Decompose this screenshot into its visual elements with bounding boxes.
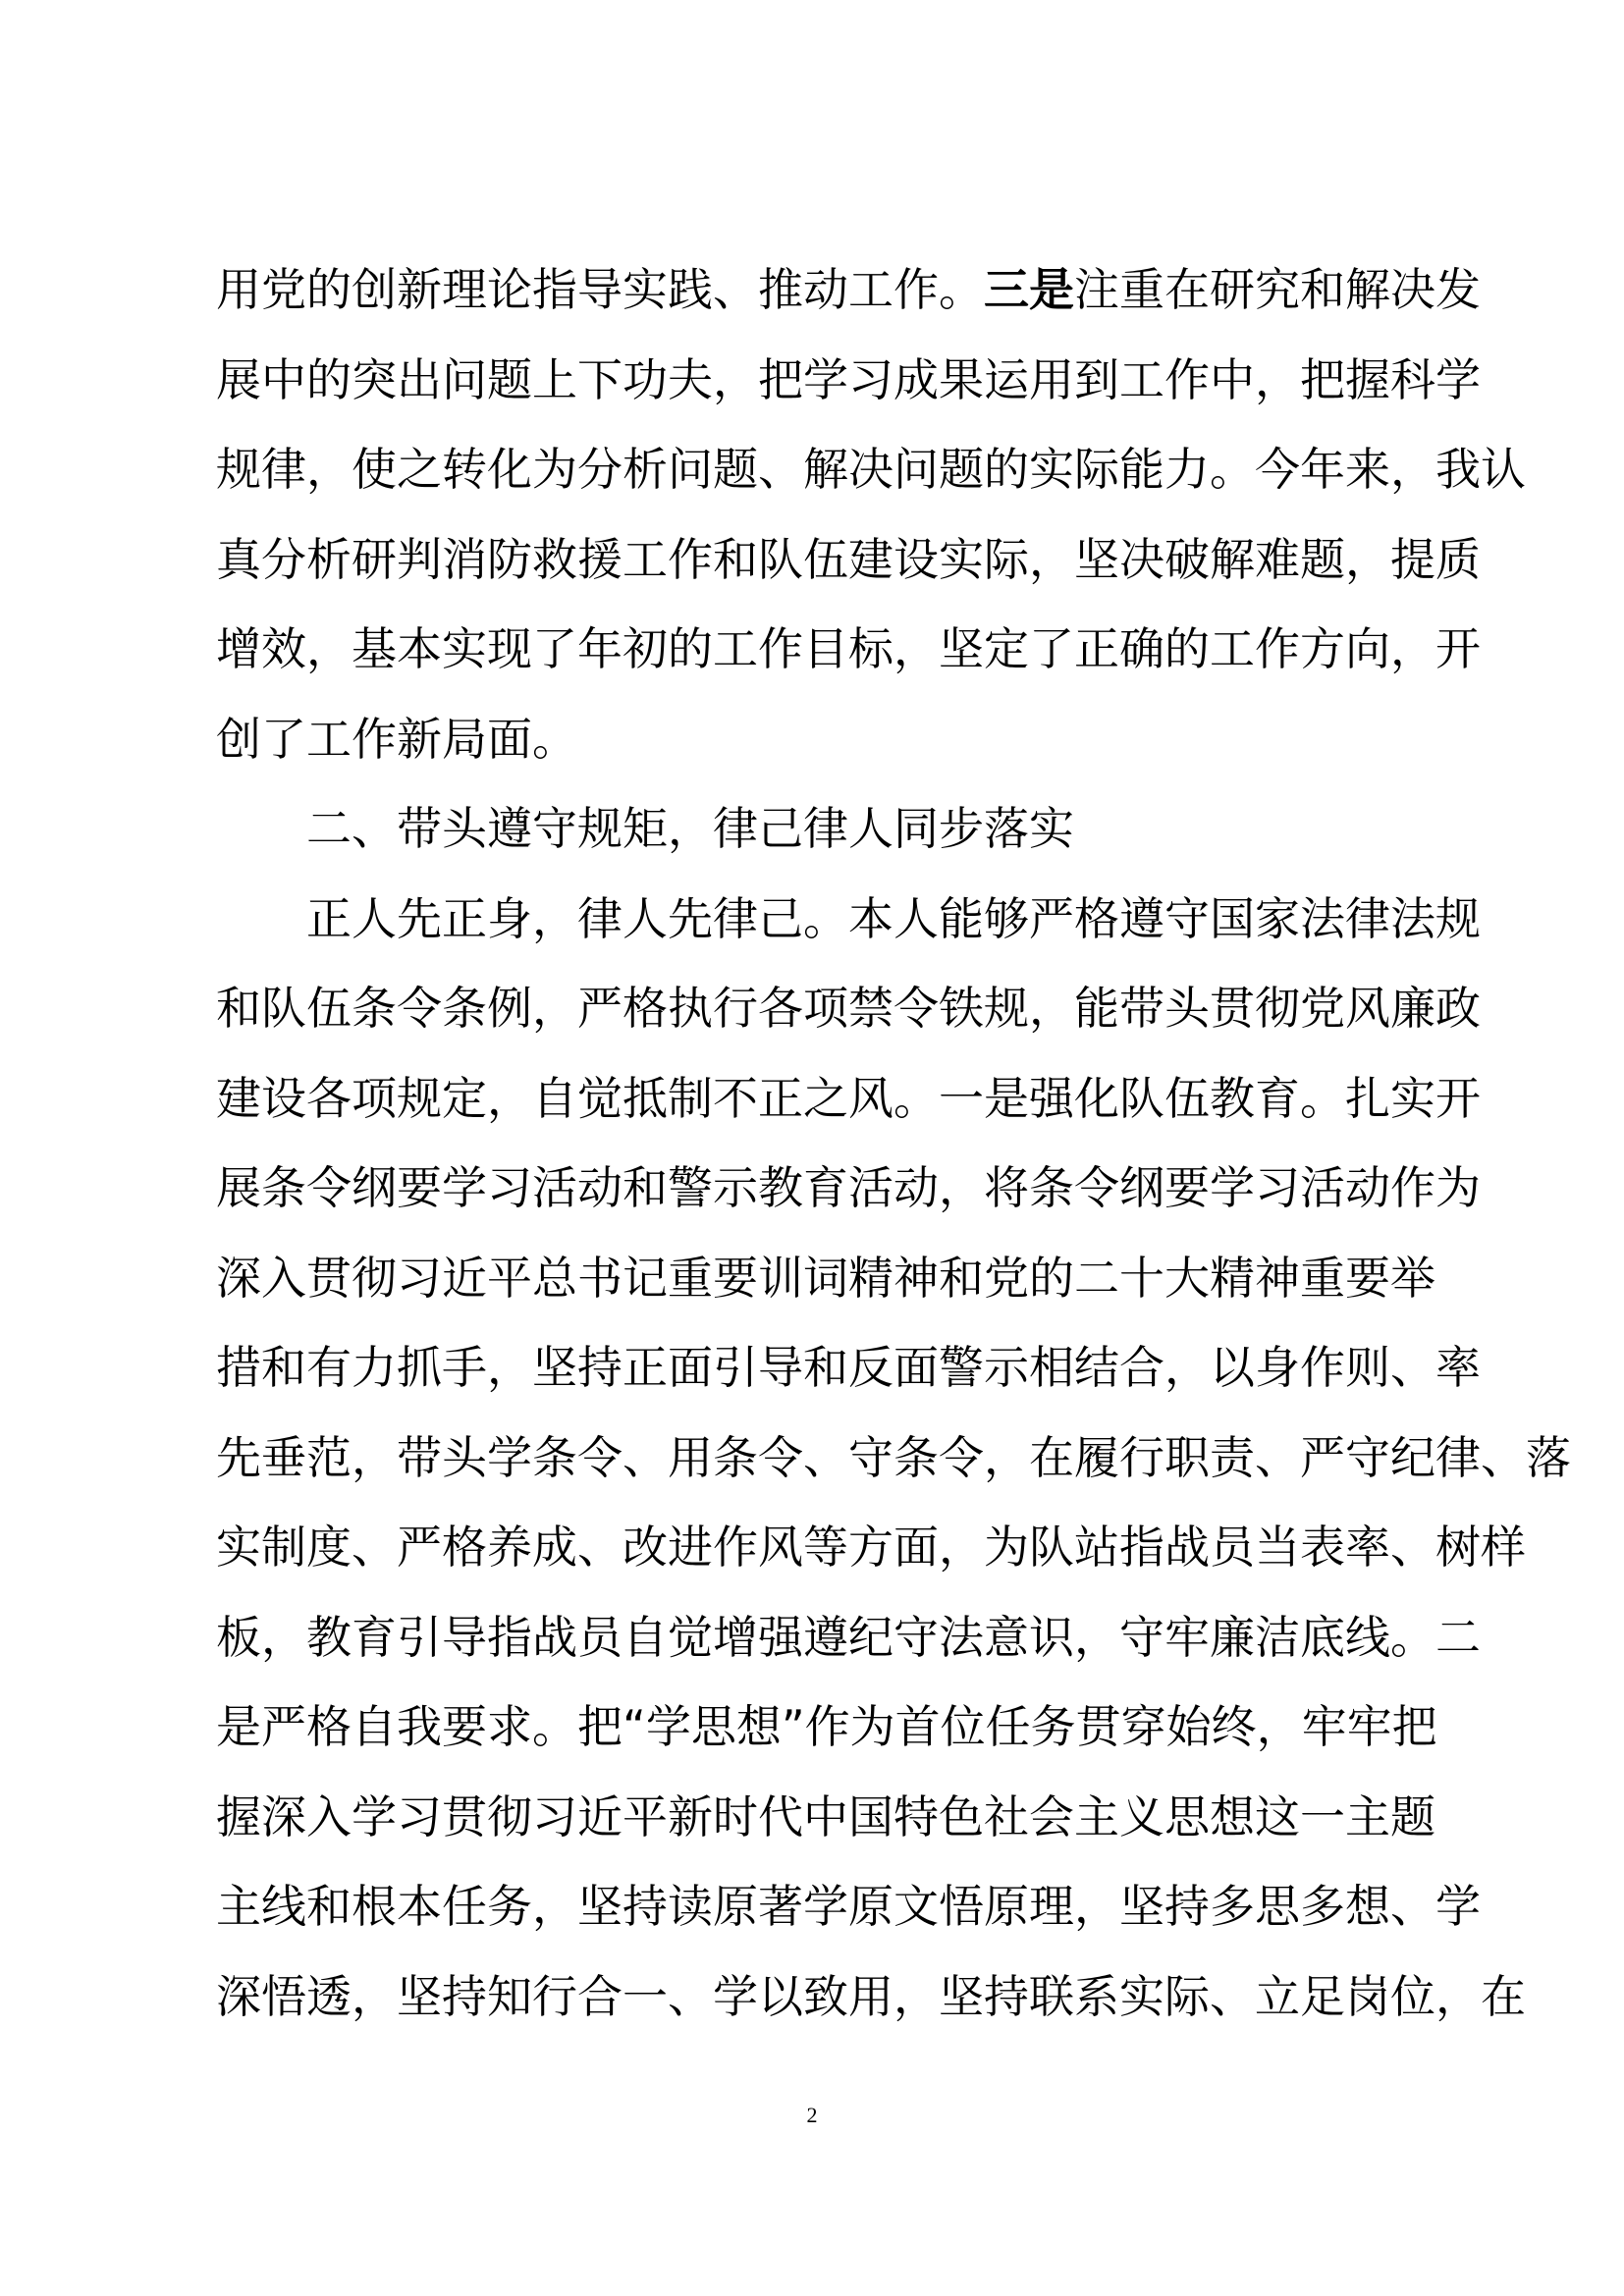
paragraph-line: 主线和根本任务，坚持读原著学原文悟原理，坚持多思多想、学 <box>216 1880 1481 1933</box>
paragraph-line: 先垂范，带头学条令、用条令、守条令，在履行职责、严守纪律、落 <box>216 1430 1571 1484</box>
bold-text-run: 三是 <box>984 263 1074 316</box>
paragraph-line: 握深入学习贯彻习近平新时代中国特色社会主义思想这一主题 <box>216 1789 1435 1843</box>
text-run: 用党的创新理论指导实践、推动工作。 <box>216 263 984 316</box>
paragraph-line: 创了工作新局面。 <box>216 712 577 766</box>
text-run: 注重在研究和解决发 <box>1074 263 1481 316</box>
paragraph-line: 正人先正身，律人先律己。本人能够严格遵守国家法律法规 <box>306 891 1481 945</box>
paragraph-line <box>216 245 1481 336</box>
paragraph-line: 真分析研判消防救援工作和队伍建设实际，坚决破解难题，提质 <box>216 532 1481 586</box>
paragraph-line: 深悟透，坚持知行合一、学以致用，坚持联系实际、立足岗位，在 <box>216 1969 1526 2023</box>
paragraph-line: 展中的突出问题上下功夫，把学习成果运用到工作中，把握科学 <box>216 352 1481 406</box>
paragraph-line: 是严格自我要求。把“学思想”作为首位任务贯穿始终，牢牢把 <box>216 1700 1437 1753</box>
paragraph-line: 实制度、严格养成、改进作风等方面，为队站指战员当表率、树样 <box>216 1521 1526 1574</box>
paragraph-line: 深入贯彻习近平总书记重要训词精神和党的二十大精神重要举 <box>216 1251 1435 1305</box>
paragraph-line: 和队伍条令条例，严格执行各项禁令铁规，能带头贯彻党风廉政 <box>216 982 1481 1035</box>
paragraph-line: 措和有力抓手，坚持正面引导和反面警示相结合，以身作则、率 <box>216 1341 1481 1394</box>
paragraph-line: 增效，基本实现了年初的工作目标，坚定了正确的工作方向，开 <box>216 622 1481 675</box>
page-number: 2 <box>806 2103 818 2127</box>
document-body <box>216 245 1571 2042</box>
paragraph-line: 展条令纲要学习活动和警示教育活动，将条令纲要学习活动作为 <box>216 1161 1481 1214</box>
paragraph-line: 板，教育引导指战员自觉增强遵纪守法意识，守牢廉洁底线。二 <box>216 1610 1481 1664</box>
paragraph-line: 建设各项规定，自觉抵制不正之风。一是强化队伍教育。扎实开 <box>216 1071 1481 1125</box>
section-heading: 二、带头遵守规矩，律己律人同步落实 <box>306 802 1074 855</box>
paragraph-line: 规律，使之转化为分析问题、解决问题的实际能力。今年来，我认 <box>216 443 1526 496</box>
